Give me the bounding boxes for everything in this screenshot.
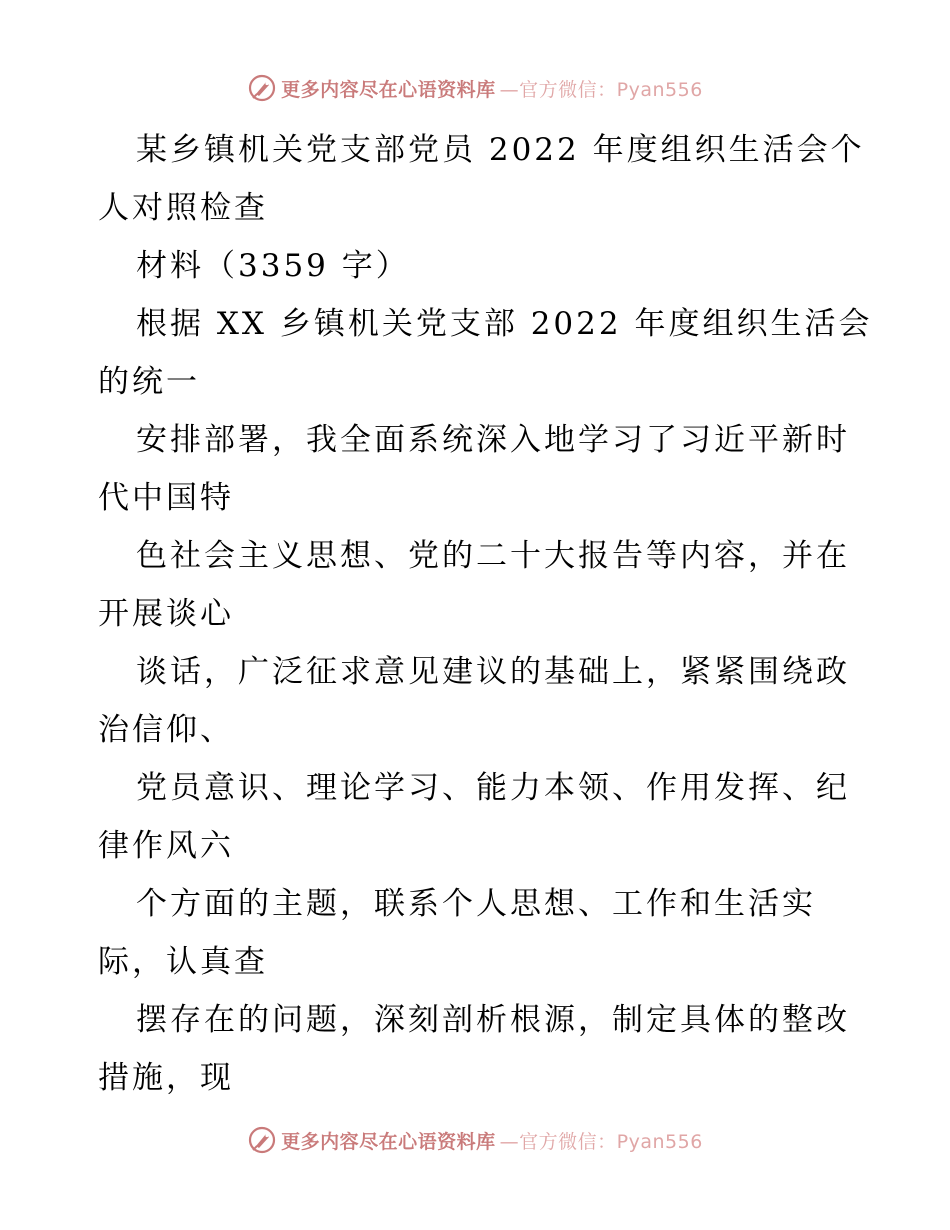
text-line: 人对照检查 bbox=[98, 190, 268, 226]
footer-watermark bbox=[0, 1120, 950, 1160]
text-line: 根据 XX 乡镇机关党支部 2022 年度组织生活会 bbox=[136, 306, 873, 342]
text-line: 材料（3359 字） bbox=[136, 248, 410, 284]
text-line: 谈话，广泛征求意见建议的基础上，紧紧围绕政 bbox=[136, 654, 850, 690]
text-line: 治信仰、 bbox=[98, 712, 234, 748]
text-line: 摆存在的问题，深刻剖析根源，制定具体的整改 bbox=[136, 1002, 850, 1038]
text-line: 个方面的主题，联系个人思想、工作和生活实 bbox=[136, 886, 816, 922]
pen-nib-logo-icon bbox=[247, 73, 277, 103]
text-line: 党员意识、理论学习、能力本领、作用发挥、纪 bbox=[136, 770, 850, 806]
text-line: 开展谈心 bbox=[98, 596, 234, 632]
text-line: 色社会主义思想、党的二十大报告等内容，并在 bbox=[136, 538, 850, 574]
text-line: 措施，现 bbox=[98, 1060, 234, 1096]
watermark-secondary-text: —官方微信：Pyan556 bbox=[499, 78, 703, 101]
pen-nib-logo-icon bbox=[247, 1125, 277, 1155]
document-body bbox=[98, 121, 873, 1107]
text-line: 际，认真查 bbox=[98, 944, 268, 980]
text-line: 安排部署，我全面系统深入地学习了习近平新时 bbox=[136, 422, 850, 458]
watermark-primary-text: 更多内容尽在心语资料库 bbox=[281, 1130, 496, 1153]
header-watermark bbox=[0, 68, 950, 108]
text-line: 律作风六 bbox=[98, 828, 234, 864]
watermark-secondary-text: —官方微信：Pyan556 bbox=[499, 1130, 703, 1153]
text-line: 某乡镇机关党支部党员 2022 年度组织生活会个 bbox=[136, 132, 865, 168]
text-line: 的统一 bbox=[98, 364, 200, 400]
watermark-primary-text: 更多内容尽在心语资料库 bbox=[281, 78, 496, 101]
text-line: 代中国特 bbox=[98, 480, 234, 516]
